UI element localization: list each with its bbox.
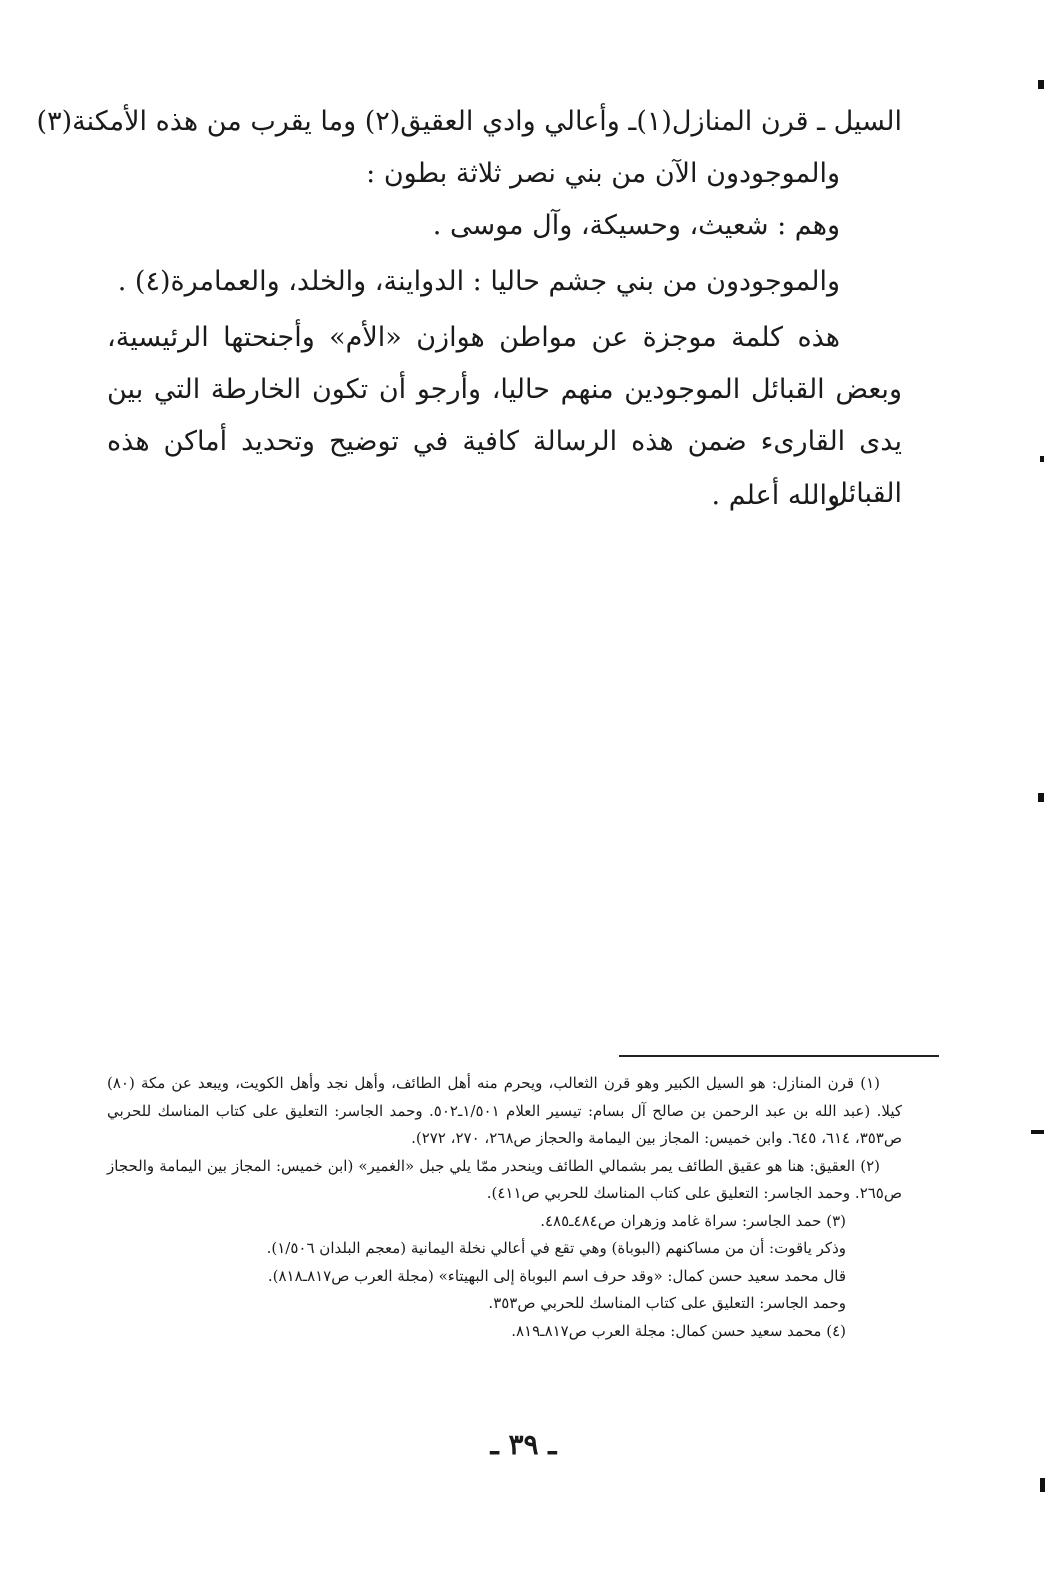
- body-line-3: وهم : شعيث، وحسيكة، وآل موسى .: [432, 210, 840, 241]
- body-text-middle: [107, 256, 902, 308]
- footnote-3: (٣) حمد الجاسر: سراة غامد وزهران ص٤٨٤ـ٤٨٥.: [540, 1211, 846, 1230]
- body-paragraph: هذه كلمة موجزة عن مواطن هوازن «الأم» وأجنحتها الرئيسية، وبعض القبائل الموجودين منهم حاليا، وأرجو أن تكون الخارطة التي بين يدى القارىء ضمن هذه الرسالة كافية في توضيح وتحديد أماكن هذه القبائل .: [107, 322, 902, 509]
- body-line-4: والموجودون من بني جشم حاليا : الدواينة، والخلد، والعمامرة(٤) .: [117, 266, 840, 297]
- footnote-2: (٢) العقيق: هنا هو عقيق الطائف يمر بشمالي الطائف وينحدر ممّا يلي جبل «الغمير» (ابن خميس: المجاز بين اليمامة والحجاز ص٢٦٥. وحمد الجاسر: التعليق على كتاب المناسك للحربي ص٤١١).: [107, 1156, 902, 1202]
- footnote-4: (٤) محمد سعيد حسن كمال: مجلة العرب ص٨١٧ـ٨١٩.: [511, 1321, 846, 1340]
- footnote-3-kamal: قال محمد سعيد حسن كمال: «وقد حرف اسم البوباة إلى البهيتاء» (مجلة العرب ص٨١٧ـ٨١٨).: [267, 1266, 846, 1285]
- footnotes: [107, 1070, 902, 1345]
- body-text-top: [36, 96, 902, 252]
- scan-edge-mark: [1040, 456, 1044, 462]
- scan-edge-mark: [1038, 80, 1044, 89]
- footnote-rule: [619, 1055, 939, 1057]
- body-line-1: السيل ـ قرن المنازل(١)ـ وأعالي وادي العقيق(٢) وما يقرب من هذه الأمكنة(٣): [36, 106, 902, 137]
- scan-edge-mark: [1038, 793, 1044, 802]
- body-line-2: والموجودون الآن من بني نصر ثلاثة بطون :: [366, 158, 840, 189]
- footnote-1: (١) قرن المنازل: هو السيل الكبير وهو قرن الثعالب، ويحرم منه أهل الطائف، وأهل نجد وأهل الكويت، ويبعد عن مكة (٨٠) كيلا. (عبد الله بن عبد الرحمن بن صالح آل بسام: تيسير العلام ١/٥٠١ـ٥٠٢. وحمد الجاسر: التعليق على كتاب المناسك للحربي ص٣٥٣، ٦١٤، ٦٤٥. وابن خميس: المجاز بين اليمامة والحجاز ص٢٦٨، ٢٧٠، ٢٧٢).: [107, 1074, 902, 1147]
- body-closing: والله أعلم .: [711, 480, 840, 511]
- footnote-3-yaqut: وذكر ياقوت: أن من مساكنهم (البوباة) وهي تقع في أعالي نخلة اليمانية (معجم البلدان ١/٥٠٦).: [266, 1239, 846, 1257]
- page-number: ـ ٣٩ ـ: [490, 1428, 557, 1461]
- scan-edge-mark: [1031, 1130, 1044, 1134]
- footnote-3-jasir: وحمد الجاسر: التعليق على كتاب المناسك للحربي ص٣٥٣.: [488, 1294, 846, 1312]
- body-closing-block: [107, 470, 902, 522]
- scan-edge-mark: [1040, 1478, 1045, 1492]
